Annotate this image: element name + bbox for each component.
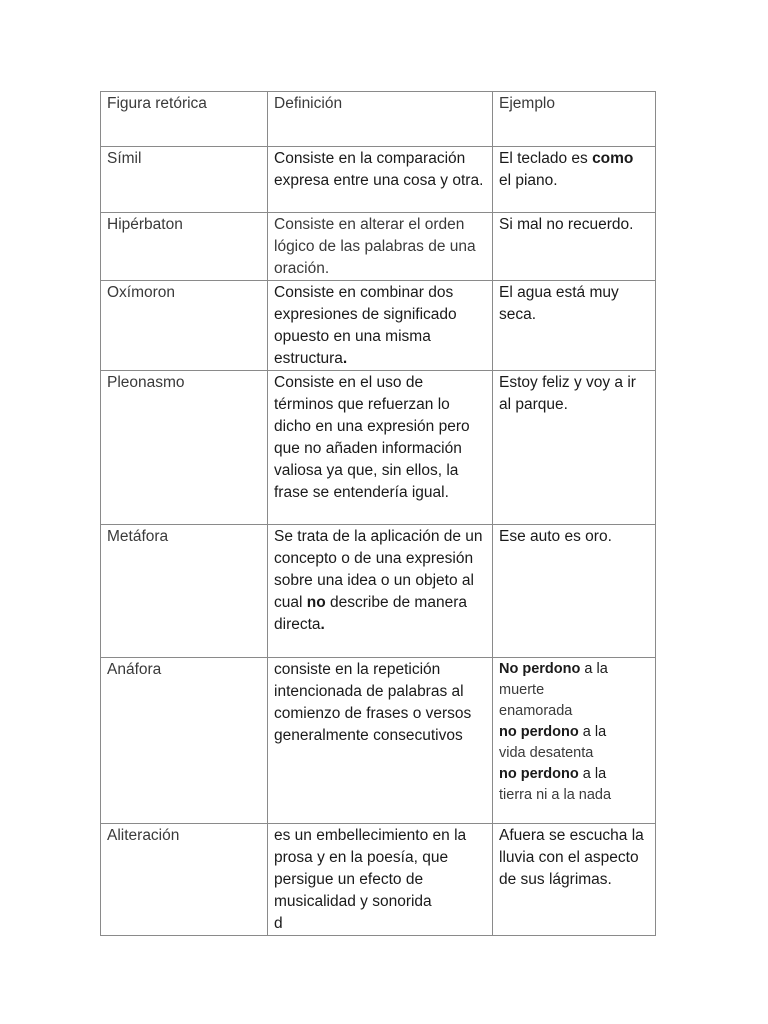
table-row xyxy=(101,281,656,371)
anaphora-keyword: No perdono xyxy=(499,661,581,677)
anaphora-text: a la xyxy=(578,724,607,740)
definition-period: . xyxy=(320,616,325,633)
table-row xyxy=(101,824,656,936)
table-row xyxy=(101,525,656,658)
example-cell: Afuera se escucha la lluvia con el aspecto de sus lágrimas. xyxy=(493,824,656,936)
table-header-row xyxy=(101,92,656,147)
definition-keyword: no xyxy=(306,594,326,611)
definition-cell: Consiste en alterar el orden lógico de las palabras de una oración. xyxy=(268,213,493,281)
definition-cell xyxy=(268,281,493,371)
definition-text: Se trata de la aplicación de un concepto o de una expresión sobre una idea o un objeto al cual xyxy=(274,528,483,611)
example-text: El teclado es xyxy=(499,150,593,167)
definition-text: d xyxy=(274,915,283,932)
anaphora-line xyxy=(499,659,649,680)
anaphora-line: muerte enamorada xyxy=(499,682,573,719)
figure-cell: Pleonasmo xyxy=(101,371,268,525)
example-cell xyxy=(493,147,656,213)
anaphora-text: a la xyxy=(580,661,608,677)
rhetorical-figures-table xyxy=(100,91,656,936)
figure-cell: Hipérbaton xyxy=(101,213,268,281)
anaphora-line: tierra ni a la nada xyxy=(499,787,612,803)
table-row xyxy=(101,147,656,213)
anaphora-keyword: no perdono xyxy=(499,766,579,782)
anaphora-line xyxy=(499,764,649,785)
example-text: el piano. xyxy=(499,172,558,189)
definition-text: Consiste en combinar dos expresiones de significado opuesto en una misma estructura xyxy=(274,284,457,367)
definition-text: describe de manera directa xyxy=(274,594,467,633)
header-cell: Figura retórica xyxy=(101,92,268,147)
example-cell: El agua está muy seca. xyxy=(493,281,656,371)
table-row xyxy=(101,658,656,824)
table-row xyxy=(101,213,656,281)
anaphora-line xyxy=(499,722,649,743)
header-cell: Ejemplo xyxy=(493,92,656,147)
figure-cell: Símil xyxy=(101,147,268,213)
definition-cell xyxy=(268,824,493,936)
example-cell: Ese auto es oro. xyxy=(493,525,656,658)
definition-text: es un embellecimiento en la prosa y en la poesía, que persigue un efecto de musicalidad y sonorida xyxy=(274,827,467,910)
header-cell: Definición xyxy=(268,92,493,147)
figure-cell: Oxímoron xyxy=(101,281,268,371)
figure-cell: Aliteración xyxy=(101,824,268,936)
definition-period: . xyxy=(342,350,348,367)
definition-cell: Consiste en el uso de términos que refuerzan lo dicho en una expresión pero que no añaden información valiosa ya que, sin ellos, la frase se entendería igual. xyxy=(268,371,493,525)
table-row xyxy=(101,371,656,525)
example-keyword: como xyxy=(592,150,634,167)
anaphora-line: vida desatenta xyxy=(499,745,594,761)
anaphora-keyword: no perdono xyxy=(499,724,579,740)
figure-cell: Anáfora xyxy=(101,658,268,824)
example-cell xyxy=(493,658,656,824)
figure-cell: Metáfora xyxy=(101,525,268,658)
example-cell: Si mal no recuerdo. xyxy=(493,213,656,281)
definition-cell xyxy=(268,525,493,658)
definition-cell: Consiste en la comparación expresa entre una cosa y otra. xyxy=(268,147,493,213)
definition-cell: consiste en la repetición intencionada de palabras al comienzo de frases o versos generalmente consecutivos xyxy=(268,658,493,824)
example-cell: Estoy feliz y voy a ir al parque. xyxy=(493,371,656,525)
anaphora-text: a la xyxy=(578,766,607,782)
